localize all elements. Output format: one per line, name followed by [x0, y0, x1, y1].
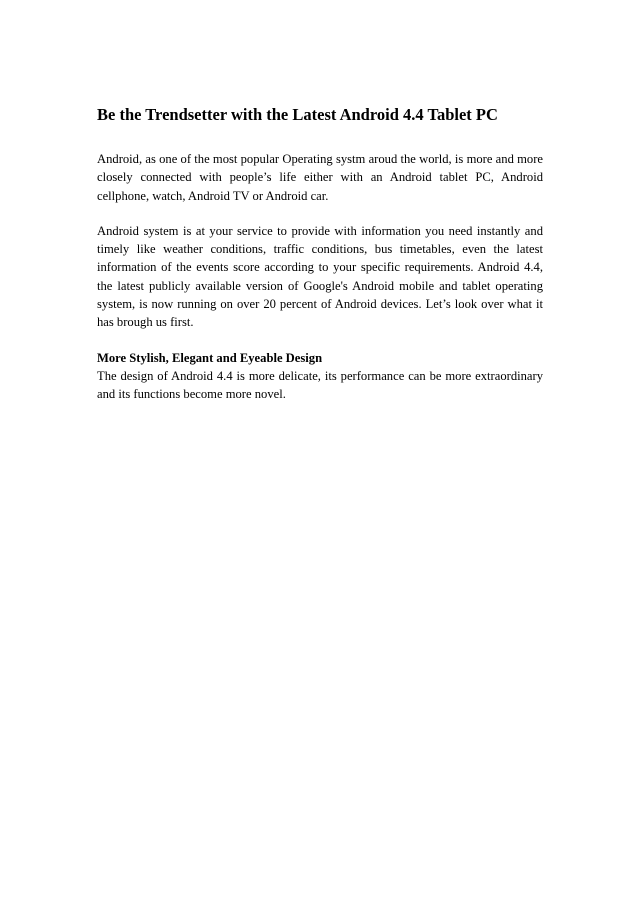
paragraph-intro: Android, as one of the most popular Operating systm aroud the world, is more and more closely connected with people’s life either with an Android tablet PC, Android cellphone, watch, Android TV or Android car.: [97, 152, 543, 203]
section-heading: More Stylish, Elegant and Eyeable Design: [97, 350, 323, 365]
section-body: The design of Android 4.4 is more delicate, its performance can be more extraordinary and its functions become more novel.: [97, 368, 543, 402]
document-title: Be the Trendsetter with the Latest Android 4.4 Tablet PC: [97, 105, 498, 124]
paragraph-service: Android system is at your service to provide with information you need instantly and timely like weather conditions, traffic conditions, bus timetables, even the latest information of the events score according to your specific requirements. Android 4.4, the latest publicly available version of Google's Android mobile and tablet operating system, is now running on over 20 percent of Android devices. Let’s look over what it has brough us first.: [97, 223, 543, 330]
document-content: [97, 104, 543, 421]
